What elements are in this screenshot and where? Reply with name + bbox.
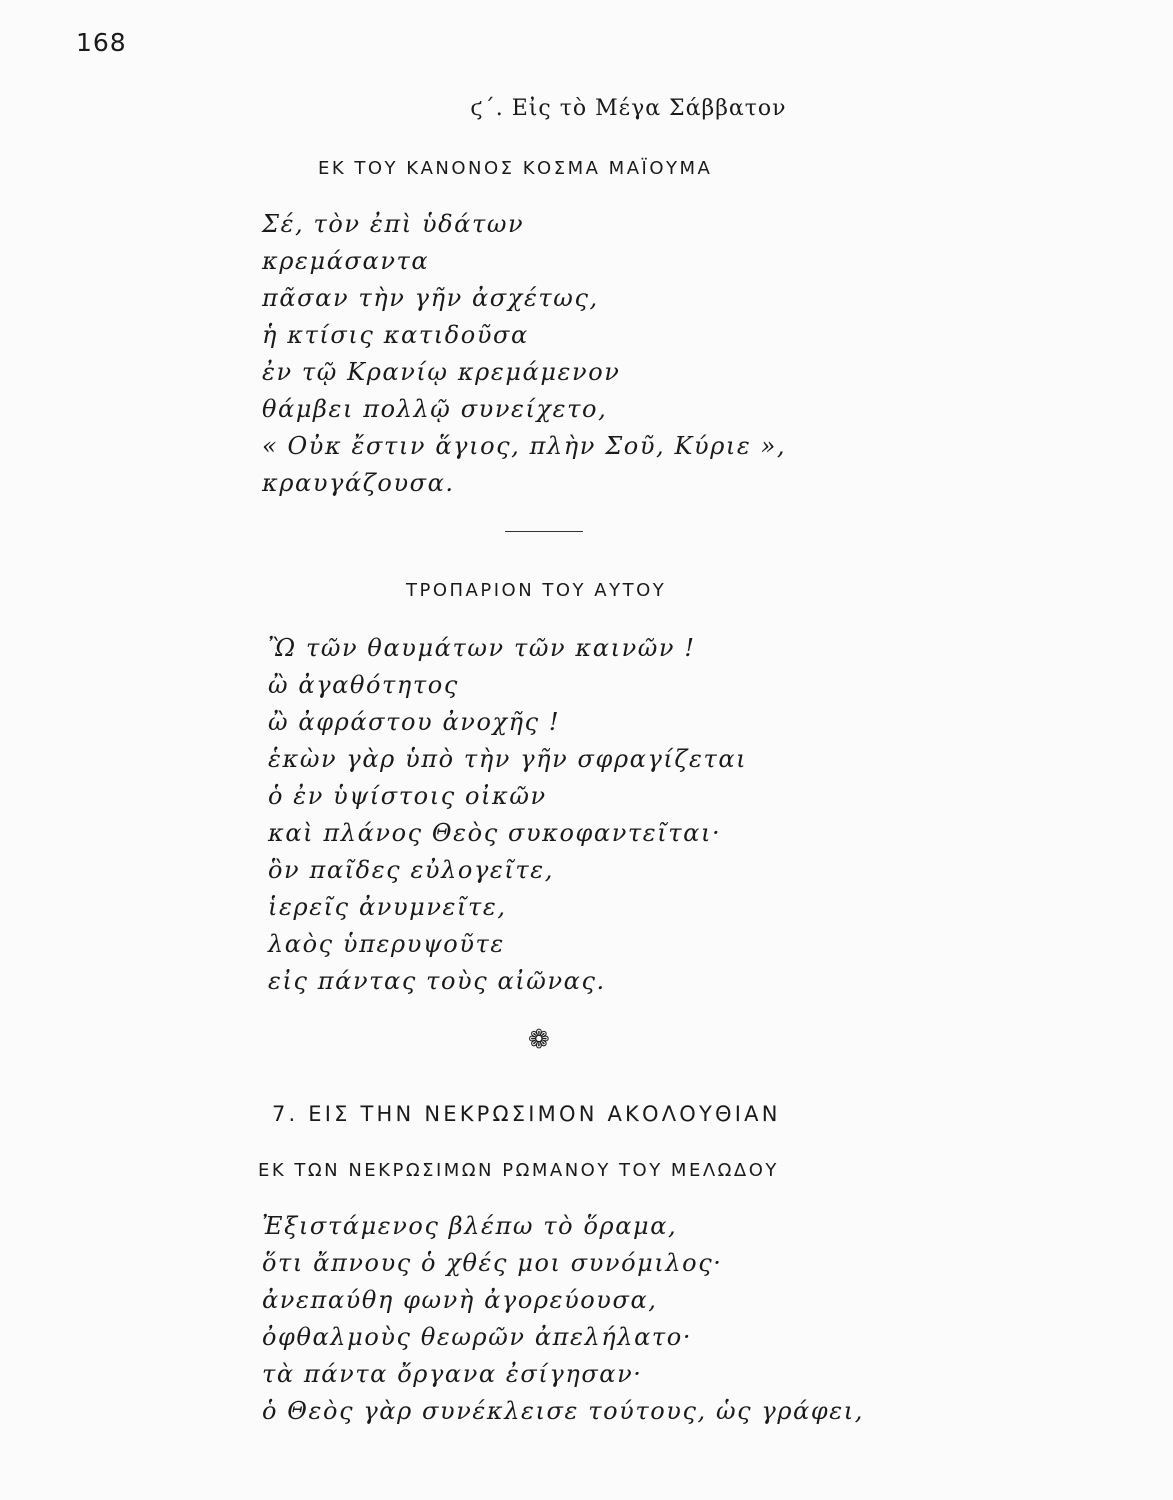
verse-line: ὢ ἀφράστου ἀνοχῆς ! (268, 708, 561, 736)
troparion-verse (268, 630, 747, 1000)
verse-line: τὰ πάντα ὄργανα ἐσίγησαν· (262, 1360, 643, 1388)
verse-line: ὀφθαλμοὺς θεωρῶν ἀπελήλατο· (262, 1323, 693, 1351)
canon-title: ΕΚ ΤΟΥ ΚΑΝΟΝΟΣ ΚΟΣΜΑ ΜΑΪΟΥΜΑ (318, 158, 713, 179)
verse-line: ἀνεπαύθη φωνὴ ἀγορεύουσα, (262, 1286, 658, 1314)
verse-line: Ὢ τῶν θαυμάτων τῶν καινῶν ! (268, 634, 696, 662)
section-heading-funeral-service: 7. ΕΙΣ ΤΗΝ ΝΕΚΡΩΣΙΜΟΝ ΑΚΟΛΟΥΘΙΑΝ (272, 1102, 781, 1126)
verse-line: Σέ, τὸν ἐπὶ ὑδάτων (262, 210, 525, 238)
section-heading-holy-saturday: ϛ΄. Εἰς τὸ Μέγα Σάββατον (470, 96, 787, 121)
verse-line: ἐν τῷ Κρανίῳ κρεμάμενον (262, 358, 621, 386)
verse-line: ἑκὼν γὰρ ὑπὸ τὴν γῆν σφραγίζεται (268, 745, 748, 773)
romanos-verse (262, 1208, 864, 1430)
verse-line: εἰς πάντας τοὺς αἰῶνας. (268, 967, 606, 995)
verse-line: ἱερεῖς ἀνυμνεῖτε, (268, 893, 507, 921)
troparion-title: ΤΡΟΠΑΡΙΟΝ ΤΟΥ ΑΥΤΟΥ (406, 580, 667, 601)
verse-line: « Οὐκ ἔστιν ἅγιος, πλὴν Σοῦ, Κύριε », (262, 432, 787, 460)
verse-line: ὃν παῖδες εὐλογεῖτε, (268, 856, 555, 884)
verse-line: θάμβει πολλῷ συνείχετο, (262, 395, 608, 423)
verse-line: καὶ πλάνος Θεὸς συκοφαντεῖται· (268, 819, 722, 847)
flower-ornament-icon: ❁ (528, 1025, 550, 1055)
verse-line: ὅτι ἄπνους ὁ χθές μοι συνόμιλος· (262, 1249, 723, 1277)
verse-line: ὁ Θεὸς γὰρ συνέκλεισε τούτους, ὡς γράφει, (262, 1397, 864, 1425)
romanos-subtitle: ΕΚ ΤΩΝ ΝΕΚΡΩΣΙΜΩΝ ΡΩΜΑΝΟΥ ΤΟΥ ΜΕΛΩΔΟΥ (258, 1160, 779, 1181)
verse-line: Ἐξιστάμενος βλέπω τὸ ὅραμα, (262, 1212, 678, 1240)
section-divider (505, 531, 583, 532)
canon-verse (262, 206, 786, 502)
verse-line: πᾶσαν τὴν γῆν ἀσχέτως, (262, 284, 599, 312)
page-number: 168 (76, 28, 127, 57)
verse-line: λαὸς ὑπερυψοῦτε (268, 930, 505, 958)
verse-line: ὁ ἐν ὑψίστοις οἰκῶν (268, 782, 547, 810)
verse-line: κραυγάζουσα. (262, 469, 455, 497)
verse-line: ἡ κτίσις κατιδοῦσα (262, 321, 529, 349)
verse-line: κρεμάσαντα (262, 247, 430, 275)
verse-line: ὢ ἀγαθότητος (268, 671, 459, 699)
